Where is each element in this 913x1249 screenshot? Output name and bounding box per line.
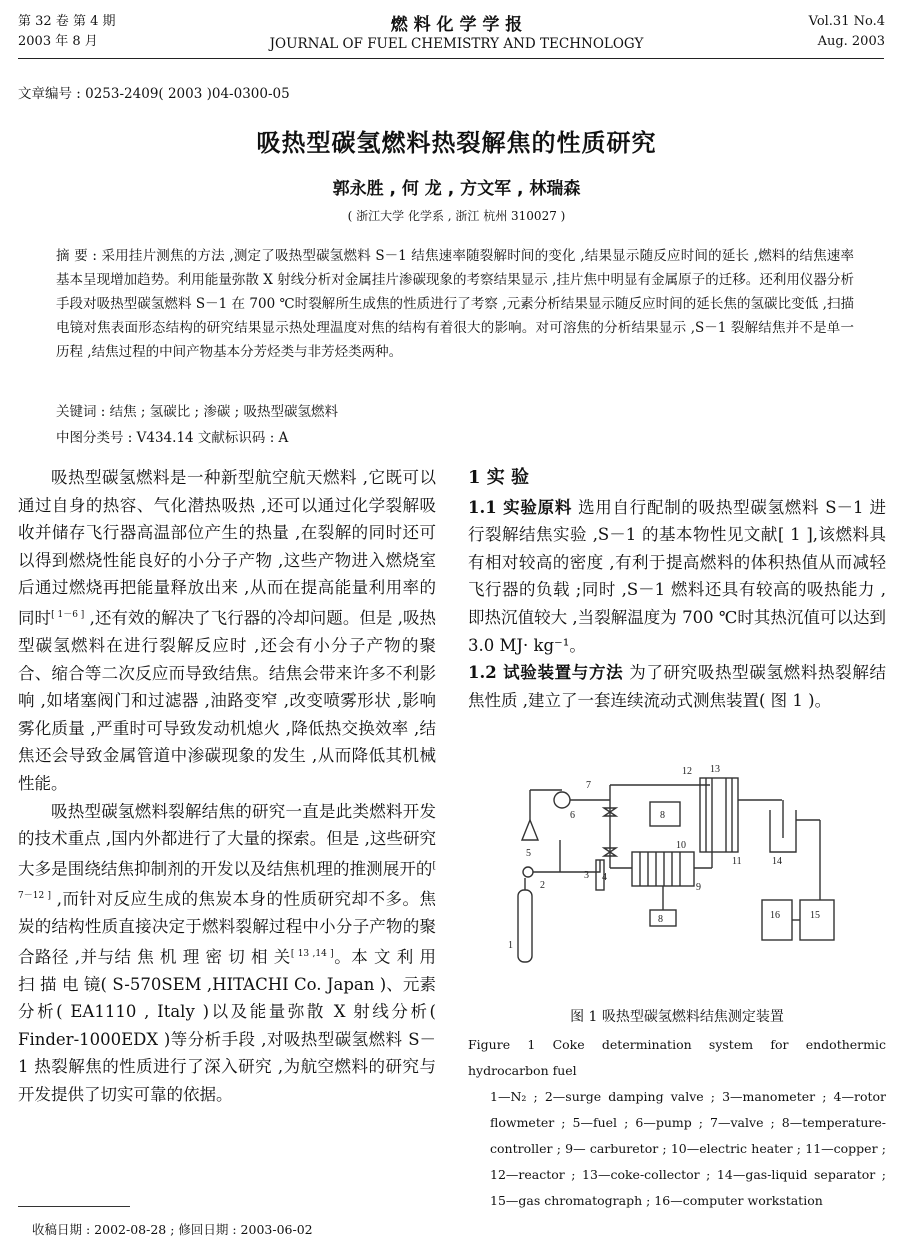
citation: [ 13 ,14 ] — [290, 948, 334, 959]
diagram-label: 16 — [770, 910, 780, 921]
diagram-label: 12 — [682, 766, 692, 777]
apparatus-diagram — [500, 760, 860, 970]
classification: 中图分类号 : V434.14 文献标识码 : A — [56, 430, 289, 446]
date-en: Aug. 2003 — [817, 34, 885, 49]
volume-issue-en: Vol.31 No.4 — [808, 14, 885, 29]
diagram-label: 8 — [658, 914, 663, 925]
journal-name-cn: 燃 料 化 学 学 报 — [390, 15, 523, 35]
volume-issue-cn: 第 32 卷 第 4 期 — [18, 14, 116, 29]
diagram-label: 11 — [732, 856, 742, 867]
footnote-rule — [18, 1206, 130, 1207]
diagram-label: 4 — [602, 872, 607, 883]
intro-paragraph-2: 吸热型碳氢燃料裂解结焦的研究一直是此类燃料开发的技术重点 ,国内外都进行了大量的探索。但是 ,这些研究大多是围绕结焦抑制剂的开发以及结焦机理的推测展开的[ 7－12 ] ,而针对反应生成的焦炭本身的性质研究却不多。焦炭的结构性质直接决定于燃料裂解过程中小分子产物的聚合路径 ,并与结 焦 机 理 密 切 相 关[ 13 ,14 ]。本 文 利 用 扫 描 电 镜( S-570SEM ,HITACHI Co. Japan )、元素分析( EA1110 , Italy )以及能量弥散 X 射线分析( Finder-1000EDX )等分析手段 ,对吸热型碳氢燃料 S－1 热裂解焦的性质进行了深入研究 ,为航空燃料的研究与开发提供了切实可靠的依据。 — [18, 801, 436, 1105]
footnote-dates: 收稿日期 : 2002-08-28 ; 修回日期 : 2003-06-02 — [32, 1222, 313, 1237]
figure-legend-items: 1—N₂ ; 2—surge damping valve ; 3—manometer ; 4—rotor flowmeter ; 5—fuel ; 6—pump ; 7—valve ; 8—temperature-controller ; 9— carburetor ; 10—electric heater ; 11—copper ; 12—reactor ; 13—coke-collector ; 14—gas-liquid separator ; 15—gas chromatograph ; 16—computer workstation — [490, 1089, 886, 1208]
diagram-label: 8 — [660, 810, 665, 821]
date-cn: 2003 年 8 月 — [18, 34, 98, 49]
nitrogen-cylinder — [518, 890, 532, 962]
abstract: 摘 要 : 采用挂片测焦的方法 ,测定了吸热型碳氢燃料 S－1 结焦速率随裂解时间的变化 ,结果显示随反应时间的延长 ,燃料的结焦速率基本呈现增加趋势。利用能量弥散 X 射线分析对金属挂片渗碳现象的考察结果显示 ,挂片焦中明显有金属原子的迁移。还利用仪器分析手段对吸热型碳氢燃料 S－1 在 700 ℃时裂解所生成焦的性质进行了考察 ,元素分析结果显示随反应时间的延长焦的氢碳比变低 ,扫描电镜对焦表面形态结构的研究结果显示热处理温度对焦的结构有着很大的影响。对可溶焦的分析结果显示 ,S－1 裂解结焦并不是单一历程 ,结焦过程的中间产物基本分芳烃类与非芳烃类两种。 — [56, 248, 854, 360]
diagram-label: 10 — [676, 840, 686, 851]
authors: 郭永胜 , 何 龙 , 方文军 , 林瑞森 — [332, 179, 581, 199]
right-column — [468, 464, 886, 714]
figure-legend-en — [468, 1032, 886, 1214]
citation: [ 7－12 ] — [18, 860, 436, 901]
affiliation: ( 浙江大学 化学系 , 浙江 杭州 310027 ) — [347, 209, 566, 223]
journal-name-en: JOURNAL OF FUEL CHEMISTRY AND TECHNOLOGY — [269, 36, 644, 52]
header-rule — [18, 58, 884, 59]
citation: [ 1－6 ] — [51, 609, 85, 620]
subsection-1-2: 1.2 试验装置与方法 为了研究吸热型碳氢燃料热裂解结焦性质 ,建立了一套连续流动式测焦装置( 图 1 )。 — [468, 663, 887, 710]
subsection-1-1: 1.1 实验原料 选用自行配制的吸热型碳氢燃料 S－1 进行裂解结焦实验 ,S－1 的基本物性见文献[ 1 ],该燃料具有相对较高的密度 ,有利于提高燃料的体积热值从而减轻飞行器的负载 ;同时 ,S－1 燃料还具有较高的吸热能力 ,即热沉值较大 ,当裂解温度为 700 ℃时其热沉值可以达到 3.0 MJ· kg⁻¹。 — [468, 497, 886, 655]
figure-caption-cn: 图 1 吸热型碳氢燃料结焦测定装置 — [570, 1009, 784, 1025]
keywords: 关键词 : 结焦 ; 氢碳比 ; 渗碳 ; 吸热型碳氢燃料 — [56, 404, 339, 420]
diagram-label: 3 — [584, 870, 589, 881]
diagram-label: 6 — [570, 810, 575, 821]
figure-legend-title: Figure 1 Coke determination system for endothermic hydrocarbon fuel — [468, 1037, 886, 1078]
diagram-label: 5 — [526, 848, 531, 859]
intro-paragraph-1: 吸热型碳氢燃料是一种新型航空航天燃料 ,它既可以通过自身的热容、气化潜热吸热 ,还可以通过化学裂解吸收并储存飞行器高温部位产生的热量 ,在裂解的同时还可以得到燃烧性能良好的小分子产物 ,这些产物进入燃烧室后通过燃烧再把能量释放出来 ,从而在提高能量利用率的同时[ 1－6 ] ,还有效的解决了飞行器的冷却问题。但是 ,吸热型碳氢燃料在进行裂解反应时 ,还会有小分子产物的聚合、缩合等二次反应而导致结焦。结焦会带来许多不利影响 ,如堵塞阀门和过滤器 ,油路变窄 ,改变喷雾形状 ,影响雾化质量 ,严重时可导致发动机熄火 ,降低热交换效率 ,结焦还会导致金属管道中渗碳现象的发生 ,从而降低其机械性能。 — [18, 468, 436, 794]
diagram-label: 2 — [540, 880, 545, 891]
diagram-label: 13 — [710, 764, 720, 775]
left-column — [18, 464, 436, 1109]
section-heading-experiment: 1 实 验 — [468, 467, 530, 488]
diagram-label: 9 — [696, 882, 701, 893]
diagram-label: 1 — [508, 940, 513, 951]
diagram-label: 14 — [772, 856, 782, 867]
article-number: 文章编号 : 0253-2409( 2003 )04-0300-05 — [18, 86, 290, 102]
diagram-label: 7 — [586, 780, 591, 791]
diagram-label: 15 — [810, 910, 820, 921]
article-title: 吸热型碳氢燃料热裂解焦的性质研究 — [256, 129, 657, 157]
